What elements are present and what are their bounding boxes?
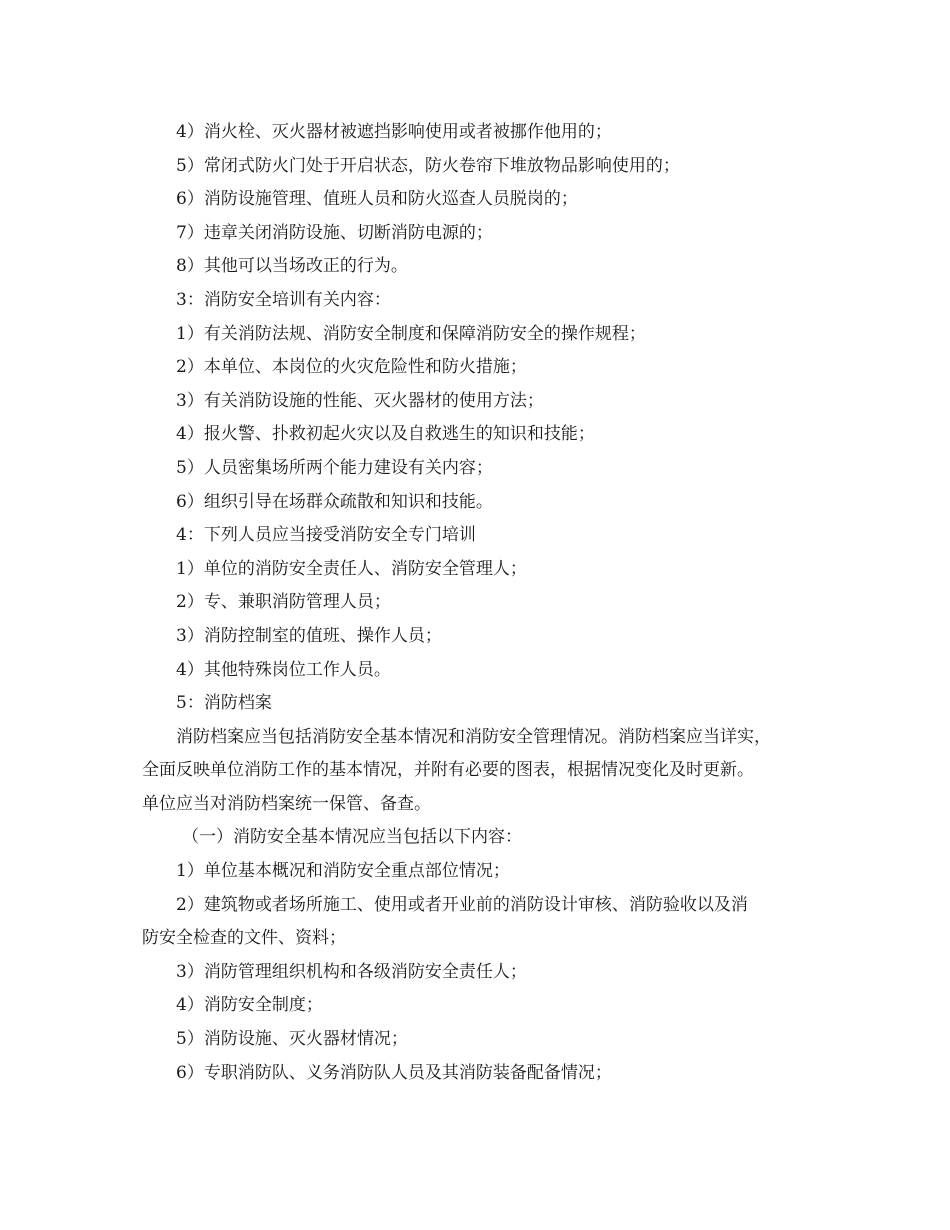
text-line: 6）消防设施管理、值班人员和防火巡查人员脱岗的；: [176, 189, 578, 210]
text-line: 4：下列人员应当接受消防安全专门培训: [176, 525, 476, 546]
text-line: 4）消防安全制度；: [176, 995, 323, 1016]
text-line: 全面反映单位消防工作的基本情况，并附有必要的图表，根据情况变化及时更新。: [142, 760, 754, 781]
text-line: 5）消防设施、灭火器材情况；: [176, 1029, 408, 1050]
text-line: 1）有关消防法规、消防安全制度和保障消防安全的操作规程；: [176, 323, 646, 344]
text-line: 1）单位基本概况和消防安全重点部位情况；: [176, 861, 510, 882]
text-line: 4）其他特殊岗位工作人员。: [176, 659, 391, 680]
text-line: 6）组织引导在场群众疏散和知识和技能。: [176, 491, 493, 512]
text-line: 1）单位的消防安全责任人、消防安全管理人；: [176, 558, 527, 579]
text-line: 4）消火栓、灭火器材被遮挡影响使用或者被挪作他用的；: [176, 122, 612, 142]
document-body: [142, 116, 832, 1090]
text-line: 5：消防档案: [176, 693, 272, 714]
text-line: 5）人员密集场所两个能力建设有关内容；: [176, 457, 493, 478]
text-line: 6）专职消防队、义务消防队人员及其消防装备配备情况；: [176, 1062, 612, 1083]
text-line: 单位应当对消防档案统一保管、备查。: [142, 793, 431, 814]
text-line: 3：消防安全培训有关内容：: [176, 289, 391, 310]
text-line: 3）消防管理组织机构和各级消防安全责任人；: [176, 961, 527, 982]
text-line: 8）其他可以当场改正的行为。: [176, 256, 408, 277]
text-line: 3）消防控制室的值班、操作人员；: [176, 625, 442, 646]
text-line: 3）有关消防设施的性能、灭火器材的使用方法；: [176, 390, 544, 411]
text-line: 4）报火警、扑救初起火灾以及自救逃生的知识和技能；: [176, 424, 595, 445]
text-line: 消防档案应当包括消防安全基本情况和消防安全管理情况。消防档案应当详实，: [176, 726, 771, 747]
text-line: 2）本单位、本岗位的火灾危险性和防火措施；: [176, 357, 527, 378]
text-line: 防安全检查的文件、资料；: [142, 928, 346, 949]
text-line: 2）建筑物或者场所施工、使用或者开业前的消防设计审核、消防验收以及消: [176, 894, 748, 915]
text-line: 5）常闭式防火门处于开启状态，防火卷帘下堆放物品影响使用的；: [176, 155, 680, 176]
text-line: （一）消防安全基本情况应当包括以下内容：: [182, 827, 522, 848]
text-line: 7）违章关闭消防设施、切断消防电源的；: [176, 222, 493, 243]
text-line: 2）专、兼职消防管理人员；: [176, 592, 391, 613]
